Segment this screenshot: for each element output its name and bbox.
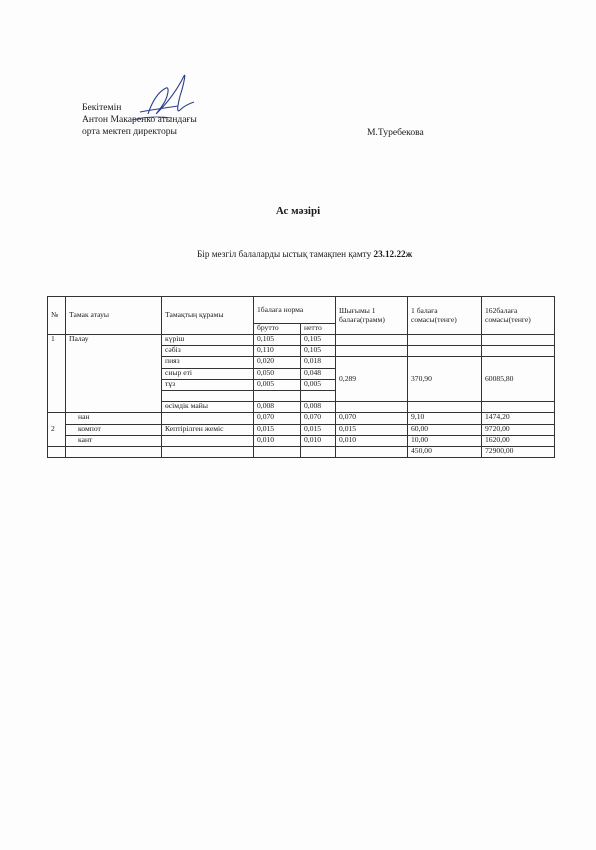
- table-row: [48, 413, 555, 424]
- ingredient-brutto: 0,020: [254, 357, 301, 368]
- approval-line-2: Антон Макаренко атындағы: [82, 114, 197, 125]
- approval-line-3: орта мектеп директоры: [82, 126, 177, 137]
- subtitle-date: 23.12.22ж: [373, 249, 413, 259]
- subheader-netto: нетто: [301, 324, 336, 335]
- total-cost-one: 450,00: [408, 446, 482, 457]
- dish-cost-all: 9720,00: [482, 424, 555, 435]
- table-row: [48, 435, 555, 446]
- dish-pilaf: Палау: [66, 335, 162, 413]
- total-cost-all: 72900,00: [482, 446, 555, 457]
- row-num-1: 1: [48, 335, 66, 413]
- pilaf-cost-all: 60085,80: [482, 357, 555, 402]
- approval-line-1: Бекітемін: [82, 102, 122, 113]
- header-output: Шығымы 1 балаға(грамм): [336, 297, 408, 335]
- ingredient-name: пияз: [162, 357, 254, 368]
- dish-brutto: 0,010: [254, 435, 301, 446]
- dish-output: 0,010: [336, 435, 408, 446]
- ingredient-brutto: 0,105: [254, 335, 301, 346]
- totals-row: [48, 446, 555, 457]
- dish-brutto: 0,015: [254, 424, 301, 435]
- dish-cost-all: 1474,20: [482, 413, 555, 424]
- dish-composition: [162, 435, 254, 446]
- dish-netto: 0,010: [301, 435, 336, 446]
- ingredient-brutto: 0,005: [254, 379, 301, 390]
- table-header-row: [48, 297, 555, 324]
- ingredient-name: тұз: [162, 379, 254, 390]
- dish-name: компот: [66, 424, 162, 435]
- ingredient-netto: 0,018: [301, 357, 336, 368]
- dish-cost-all: 1620,00: [482, 435, 555, 446]
- header-cost-one: 1 балаға сомасы(тенге): [408, 297, 482, 335]
- dish-name: кант: [66, 435, 162, 446]
- row-num-2: 2: [48, 413, 66, 447]
- director-name: М.Туребекова: [367, 127, 424, 138]
- dish-cost-one: 9,10: [408, 413, 482, 424]
- header-dish: Тамак атауы: [66, 297, 162, 335]
- header-norm: 1балаға норма: [254, 297, 336, 324]
- header-composition: Тамақтың құрамы: [162, 297, 254, 335]
- table-row: [48, 424, 555, 435]
- ingredient-brutto: 0,008: [254, 402, 301, 413]
- dish-netto: 0,070: [301, 413, 336, 424]
- table-row: [48, 335, 555, 346]
- dish-composition: Кептірілген жеміс: [162, 424, 254, 435]
- ingredient-name: сиыр еті: [162, 368, 254, 379]
- approval-block: [82, 102, 197, 138]
- pilaf-cost-one: 370,90: [408, 357, 482, 402]
- ingredient-netto: 0,048: [301, 368, 336, 379]
- ingredient-brutto: 0,110: [254, 346, 301, 357]
- ingredient-brutto: 0,050: [254, 368, 301, 379]
- ingredient-netto: 0,005: [301, 379, 336, 390]
- ingredient-name: сәбіз: [162, 346, 254, 357]
- subheader-brutto: брутто: [254, 324, 301, 335]
- dish-output: 0,070: [336, 413, 408, 424]
- pilaf-output: 0,289: [336, 357, 408, 402]
- dish-composition: [162, 413, 254, 424]
- ingredient-name: өсімдік майы: [162, 402, 254, 413]
- dish-cost-one: 10,00: [408, 435, 482, 446]
- dish-output: 0,015: [336, 424, 408, 435]
- dish-name: нан: [66, 413, 162, 424]
- page-title: Ас мәзірі: [275, 205, 321, 217]
- ingredient-netto: 0,105: [301, 346, 336, 357]
- dish-brutto: 0,070: [254, 413, 301, 424]
- dish-cost-one: 60,00: [408, 424, 482, 435]
- ingredient-name: күріш: [162, 335, 254, 346]
- menu-table: [47, 296, 555, 458]
- ingredient-netto: 0,105: [301, 335, 336, 346]
- ingredient-netto: 0,008: [301, 402, 336, 413]
- subtitle-text: Бір мезгіл балаларды ыстық тамақпен қамту: [197, 249, 372, 259]
- dish-netto: 0,015: [301, 424, 336, 435]
- header-cost-all: 162балаға сомасы(тенге): [482, 297, 555, 335]
- page-subtitle: [197, 249, 412, 259]
- header-num: №: [48, 297, 66, 335]
